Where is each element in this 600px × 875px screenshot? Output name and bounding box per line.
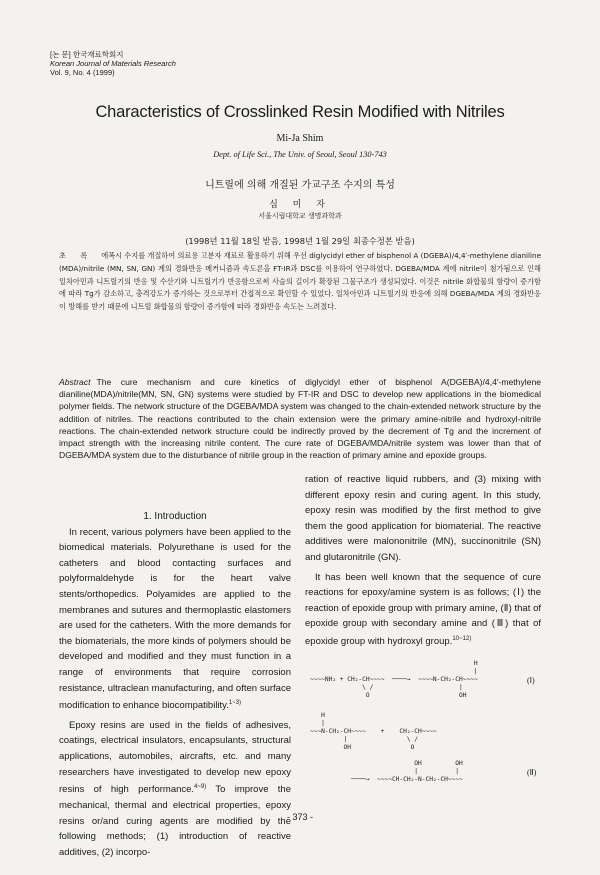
paragraph-2: Epoxy resins are used in the fields of adhesives, coatings, electrical insulators, encapsulants, structural applications, automobiles, aircrafts, etc. and many researchers have investigated to develop new epoxy resins of high performance.$^{4\sim 9)}$ To improve the mechanical, thermal and electrical properties, epoxy resins or/and curing agents are modified by the following methods; (1) introduction of reactive additives, (2) incorpo- [59,719,291,858]
korean-affiliation: 서울시립대학교 생명과학과 [258,212,342,220]
journal-volume: Vol. 9, No. 4 (1999) [50,68,115,77]
korean-title: 니트릴에 의해 개질된 가교구조 수지의 특성 [205,180,395,191]
right-column [305,472,541,650]
page-number: - 373 - [286,812,313,822]
author-affiliation: Dept. of Life Sci., The Univ. of Seoul, Seoul 130-743 [213,150,387,159]
paper-title: Characteristics of Crosslinked Resin Modified with Nitriles [95,103,505,121]
author-name: Mi-Ja Shim [276,133,324,144]
received-dates: (1998년 11월 18일 받음, 1998년 1월 29일 최종수정본 받음) [185,236,415,246]
reaction-scheme-1: H | ~~~~NH₂ + CH₂-CH~~~~ ────→ ~~~~N-CH₂-CH~~~~ \ / | O OH [310,660,478,699]
left-column [59,509,291,860]
english-abstract [59,376,541,461]
section-heading: 1. Introduction [143,511,207,522]
journal-korean-name: [논 문] 한국재료학회지 [50,50,124,59]
reaction-scheme-2: H | ~~~N-CH₂-CH~~~~ + CH₂-CH~~~~ | \ / OH O OH OH | | ────→ ~~~~CH-CH₂-N-CH₂-CH~~~~ [310,712,463,783]
english-abstract-label: Abstract [59,377,91,387]
korean-author: 심 미 자 [269,200,331,210]
english-abstract-text: The cure mechanism and cure kinetics of diglycidyl ether of bisphenol A(DGEBA)/4,4′-methylene dianiline(MDA)/nitrile(MN, SN, GN) systems were studied by FT-IR and DSC to develop new applications in the biomedical polymer fields. The network structure of the DGEBA/MDA system was changed to the chain-extended network structure by the addition of nitriles. The reactions contributed to the chain extension were the primary amine-nitrile and hydroxyl-nitrile reactions. The chain-extended network structure could be indirectly proved by the decrement of Tg and the increment of impact strength with the increasing nitrile content. The cure rate of DGEBA/MDA/nitrile system was lower than that of DGEBA/MDA system due to the disturbance of nitrile group in the reaction of primary amine and epoxide groups. [59,377,541,461]
korean-abstract [59,250,541,314]
journal-header [50,50,176,77]
paragraph-3: ration of reactive liquid rubbers, and (3) mixing with different epoxy resin and curing agent. In this study, epoxy resin was modified by the first method to give them the good application for biomaterial. The reactive additives were malononitrile (MN), succinonitrile (SN) and glutaronitrile (GN). [305,474,541,563]
reaction-label-2: (Ⅱ) [527,768,537,777]
paragraph-1: In recent, various polymers have been applied to the biomedical materials. Polyurethane is used for the catheters and blood contacting surfaces and polyformaldehyde is for the heart valve stents/orthopedics. Polyamides are applied to the membranes and sutures and thermoplastic elastomers are used for the catheters. With the more demands for the biomaterials, the more kinds of polymers should be developed and modified and they must function in a range of environments that require corrosion resistance, ultraclean manufacturing, and often surface modification to enhance biocompatibility.$^{1\sim 3)}$ [59,526,291,712]
korean-abstract-text: 에폭시 수지를 개질하여 의료용 고분자 재료로 활용하기 위해 우선 diglycidyl ether of bisphenol A (DGEBA)/4,4′-methylene dianiline (MDA)/nitrile (MN, SN, GN) 계의 경화반응 메커니즘과 속도론을 FT-IR과 DSC를 이용하여 연구하였다. DGEBA/MDA 계에 nitrile이 첨가됨으로 인해 일차아민과 니트릴기의 반응 및 수산기와 니트릴기가 반응함으로써 사슬의 길이가 확장된 그물구조가 생성되었다. 이것은 nitrile 화합물의 함량이 증가함에 따라 Tg가 감소하고, 충격강도가 증가하는 것으로부터 간접적으로 확인할 수 있었다. 일차아민과 니트릴기의 반응에 의해 DGEBA/MDA 계의 경화반응이 방해를 받기 때문에 니트릴 화합물의 함량이 증가함에 따라 경화반응 속도는 느려졌다. [59,251,542,312]
reaction-label-1: (Ⅰ) [527,676,535,685]
korean-abstract-label: 초 록 [59,251,94,260]
paragraph-4: It has been well known that the sequence of cure reactions for epoxy/amine system is as follows; (Ⅰ) the reaction of epoxide group with primary amine, (Ⅱ) that of epoxide group with secondary amine and (Ⅲ) that of epoxide group with hydroxyl group.$^{10\sim 12)}$ [305,571,541,648]
journal-english-name: Korean Journal of Materials Research [50,59,176,68]
